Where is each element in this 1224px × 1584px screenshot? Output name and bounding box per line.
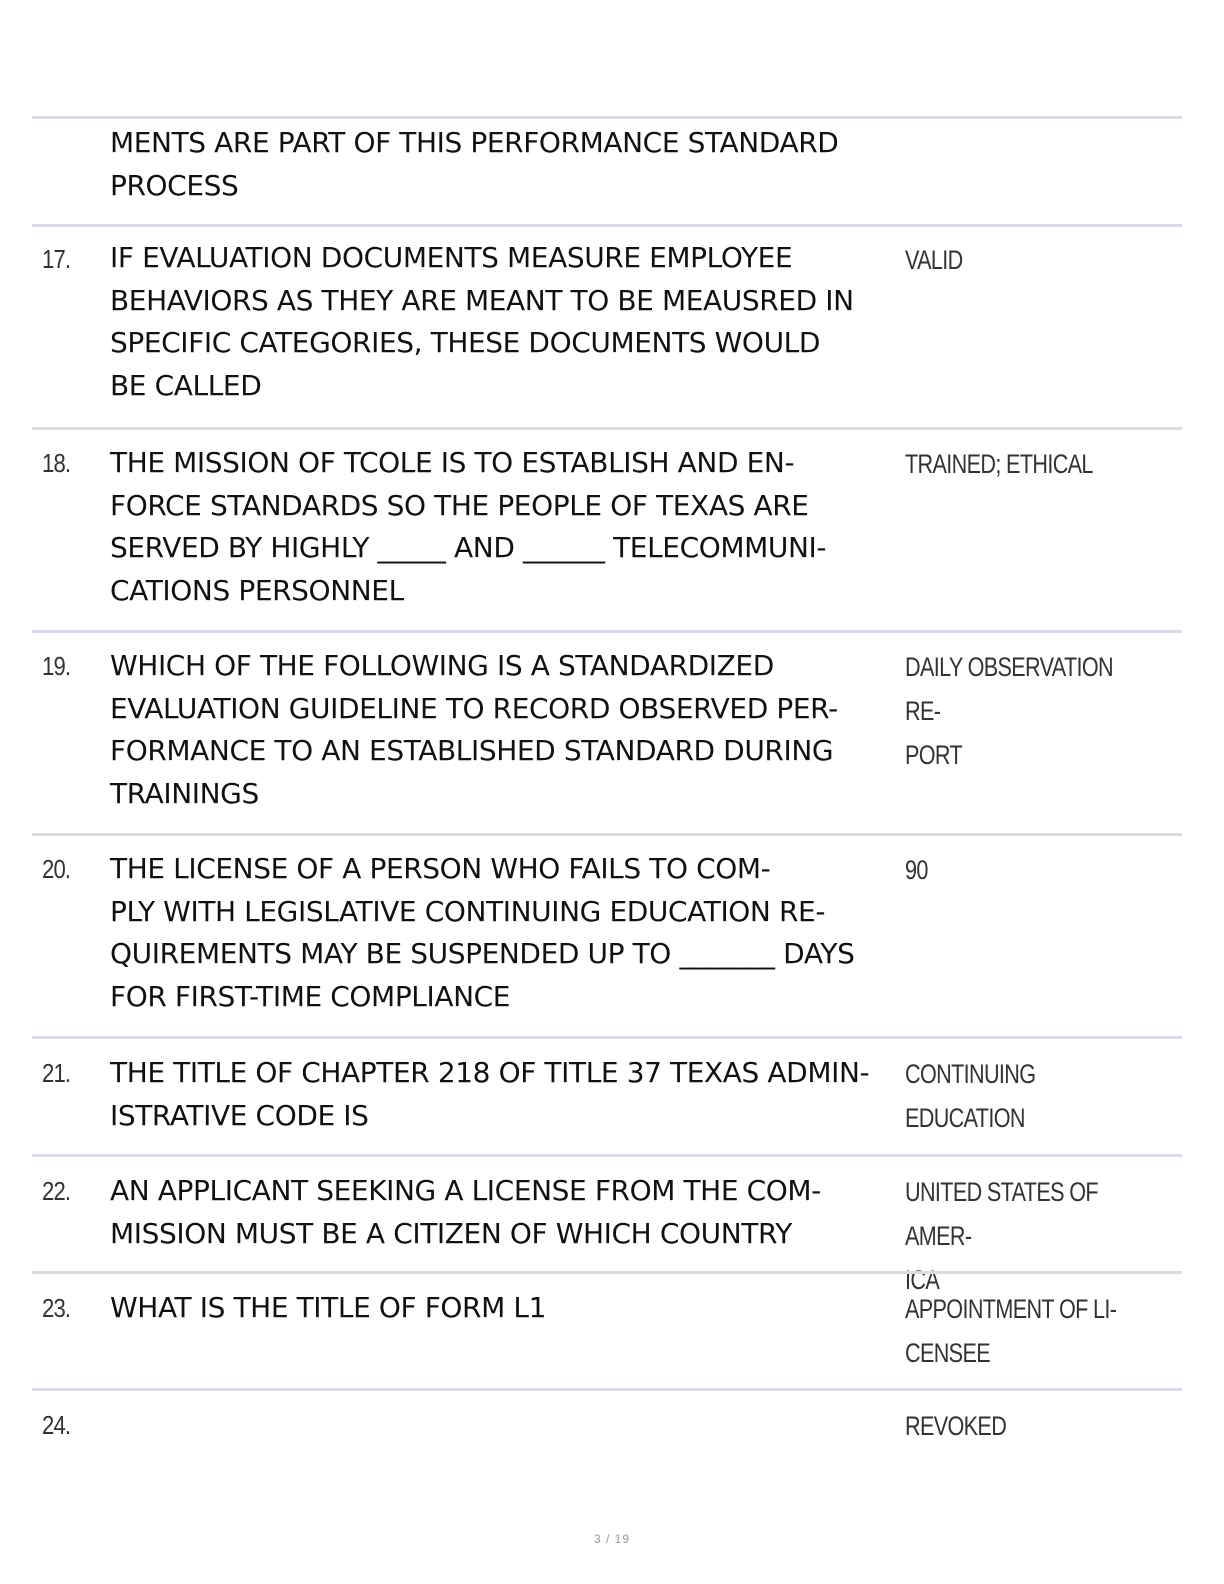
item-number: 24. <box>42 1410 71 1440</box>
question-text: MENTS ARE PART OF THIS PERFORMANCE STANDARD PROCESS <box>110 126 839 202</box>
item-number: 19. <box>42 651 71 681</box>
list-item <box>32 116 1182 227</box>
list-item <box>32 833 1182 1039</box>
item-number: 23. <box>42 1293 71 1323</box>
list-item <box>32 1154 1182 1295</box>
list-item <box>32 224 1182 430</box>
answer-text: DAILY OBSERVATION RE- PORT <box>905 652 1113 770</box>
answer-text: 90 <box>905 855 928 885</box>
question-text: IF EVALUATION DOCUMENTS MEASURE EMPLOYEE BEHAVIORS AS THEY ARE MEANT TO BE MEAUSRED IN SPECIFIC CATEGORIES, THESE DOCUMENTS WOULD BE CALLED <box>110 241 854 402</box>
answer-text: UNITED STATES OF AMER- ICA <box>905 1177 1098 1295</box>
answer-text: TRAINED; ETHICAL <box>905 449 1093 479</box>
list-item <box>32 1388 1182 1481</box>
item-number: 20. <box>42 854 71 884</box>
item-number: 18. <box>42 448 71 478</box>
question-text: WHICH OF THE FOLLOWING IS A STANDARDIZED EVALUATION GUIDELINE TO RECORD OBSERVED PER- FORMANCE TO AN ESTABLISHED STANDARD DURING TRAININGS <box>110 649 838 810</box>
answer-text: VALID <box>905 245 963 275</box>
question-text: THE MISSION OF TCOLE IS TO ESTABLISH AND EN- FORCE STANDARDS SO THE PEOPLE OF TEXAS ARE SERVED BY HIGHLY _____ AND ______ TELECOMMUNI- CATIONS PERSONNEL <box>110 446 827 607</box>
question-text: THE TITLE OF CHAPTER 218 OF TITLE 37 TEXAS ADMIN- ISTRATIVE CODE IS <box>110 1056 870 1132</box>
item-number: 21. <box>42 1058 71 1088</box>
answer-text: REVOKED <box>905 1411 1007 1441</box>
question-text: WHAT IS THE TITLE OF FORM L1 <box>110 1291 546 1324</box>
list-item <box>32 1036 1182 1157</box>
list-item <box>32 1271 1182 1391</box>
item-number: 22. <box>42 1176 71 1206</box>
answer-text: CONTINUING EDUCATION <box>905 1059 1036 1133</box>
item-number: 17. <box>42 244 71 274</box>
list-item <box>32 427 1182 633</box>
question-text: THE LICENSE OF A PERSON WHO FAILS TO COM- PLY WITH LEGISLATIVE CONTINUING EDUCATION RE- QUIREMENTS MAY BE SUSPENDED UP TO _______ DAYS FOR FIRST-TIME COMPLIANCE <box>110 852 855 1013</box>
page-number: 3 / 19 <box>593 1532 631 1546</box>
list-item <box>32 630 1182 836</box>
question-text: AN APPLICANT SEEKING A LICENSE FROM THE COM- MISSION MUST BE A CITIZEN OF WHICH COUNTRY <box>110 1174 821 1250</box>
answer-text: APPOINTMENT OF LI- CENSEE <box>905 1294 1117 1368</box>
